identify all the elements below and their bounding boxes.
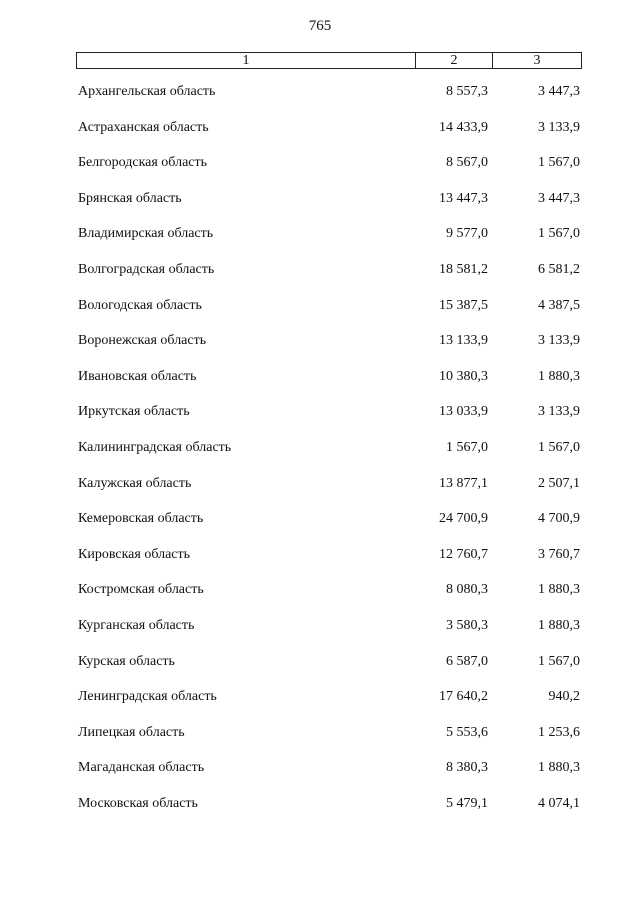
region-name: Липецкая область <box>78 724 185 740</box>
value-col-3: 1 880,3 <box>538 582 580 598</box>
value-col-3: 1 567,0 <box>538 653 580 669</box>
table-row <box>0 331 640 367</box>
value-col-2: 13 133,9 <box>439 333 488 349</box>
value-col-2: 18 581,2 <box>439 261 488 277</box>
table-row <box>0 758 640 794</box>
region-name: Вологодская область <box>78 297 202 313</box>
value-col-2: 13 447,3 <box>439 190 488 206</box>
value-col-2: 14 433,9 <box>439 119 488 135</box>
region-name: Архангельская область <box>78 84 216 99</box>
region-name: Кировская область <box>78 546 191 562</box>
region-name: Иркутская область <box>78 404 190 420</box>
value-col-2: 5 553,6 <box>446 724 488 740</box>
page-number: 765 <box>308 18 332 34</box>
table-row <box>0 616 640 652</box>
value-col-3: 3 133,9 <box>538 119 580 135</box>
value-col-2: 8 567,0 <box>446 155 488 171</box>
value-col-3: 3 133,9 <box>538 333 580 349</box>
value-col-2: 8 380,3 <box>446 760 488 776</box>
value-col-3: 1 567,0 <box>538 226 580 242</box>
header-col-2: 2 <box>416 53 493 68</box>
table-row <box>0 438 640 474</box>
value-col-2: 12 760,7 <box>439 546 488 562</box>
table-row <box>0 153 640 189</box>
table-row <box>0 118 640 154</box>
value-col-3: 1 567,0 <box>538 439 580 455</box>
value-col-2: 9 577,0 <box>446 226 488 242</box>
region-name: Белгородская область <box>78 155 208 171</box>
value-col-2: 5 479,1 <box>446 795 488 811</box>
value-col-3: 3 447,3 <box>538 190 580 206</box>
value-col-3: 940,2 <box>548 689 580 705</box>
header-col-1: 1 <box>77 53 416 68</box>
value-col-2: 13 877,1 <box>439 475 488 491</box>
value-col-3: 3 760,7 <box>538 546 580 562</box>
table-row <box>0 580 640 616</box>
value-col-2: 8 080,3 <box>446 582 488 598</box>
value-col-3: 4 387,5 <box>538 297 580 313</box>
value-col-2: 8 557,3 <box>446 84 488 99</box>
header-col-3: 3 <box>533 53 541 68</box>
value-col-2: 10 380,3 <box>439 368 488 384</box>
region-name: Волгоградская область <box>78 261 215 277</box>
table-row <box>0 367 640 403</box>
region-name: Воронежская область <box>78 333 207 349</box>
value-col-3: 2 507,1 <box>538 475 580 491</box>
value-col-2: 24 700,9 <box>439 511 488 527</box>
table-row <box>0 82 640 118</box>
value-col-3: 1 253,6 <box>538 724 580 740</box>
value-col-2: 15 387,5 <box>439 297 488 313</box>
value-col-3: 6 581,2 <box>538 261 580 277</box>
region-name: Курская область <box>78 653 175 669</box>
table-row <box>0 402 640 438</box>
region-name: Калужская область <box>78 475 192 491</box>
region-name: Кемеровская область <box>78 511 204 527</box>
value-col-2: 13 033,9 <box>439 404 488 420</box>
region-name: Костромская область <box>78 582 204 598</box>
region-name: Астраханская область <box>78 119 209 135</box>
value-col-2: 3 580,3 <box>446 617 488 633</box>
region-name: Калининградская область <box>78 439 232 455</box>
region-name: Курганская область <box>78 617 195 633</box>
table-row <box>0 794 640 830</box>
value-col-3: 3 133,9 <box>538 404 580 420</box>
table-header <box>76 52 582 69</box>
table-row <box>0 545 640 581</box>
region-name: Магаданская область <box>78 760 205 776</box>
table-row <box>0 224 640 260</box>
table-row <box>0 687 640 723</box>
table-body <box>0 82 640 829</box>
value-col-3: 4 074,1 <box>538 795 580 811</box>
value-col-3: 1 880,3 <box>538 617 580 633</box>
value-col-2: 1 567,0 <box>446 439 488 455</box>
value-col-2: 17 640,2 <box>439 689 488 705</box>
value-col-3: 3 447,3 <box>538 84 580 99</box>
table-row <box>0 189 640 225</box>
table-row <box>0 652 640 688</box>
value-col-3: 1 880,3 <box>538 760 580 776</box>
value-col-2: 6 587,0 <box>446 653 488 669</box>
value-col-3: 4 700,9 <box>538 511 580 527</box>
region-name: Владимирская область <box>78 226 214 242</box>
table-row <box>0 260 640 296</box>
table-row <box>0 296 640 332</box>
region-name: Ленинградская область <box>78 689 217 705</box>
value-col-3: 1 880,3 <box>538 368 580 384</box>
table-row <box>0 474 640 510</box>
table-row <box>0 509 640 545</box>
value-col-3: 1 567,0 <box>538 155 580 171</box>
region-name: Брянская область <box>78 190 182 206</box>
table-row <box>0 723 640 759</box>
region-name: Московская область <box>78 795 198 811</box>
region-name: Ивановская область <box>78 368 197 384</box>
